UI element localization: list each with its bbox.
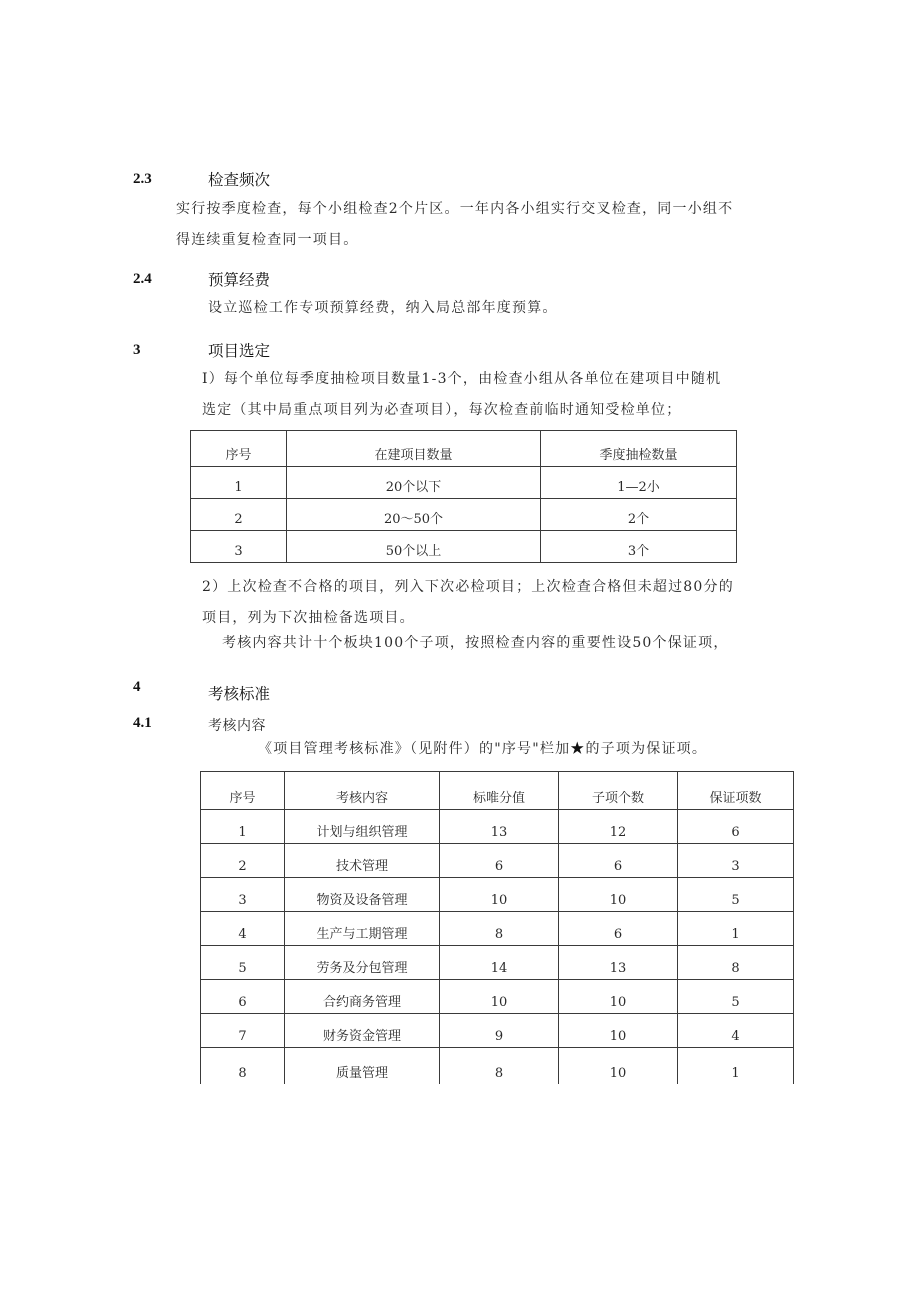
table-row [201,844,794,878]
cell-content: 合约商务管理 [285,980,440,1014]
header-cell-score: 标唯分值 [440,772,559,810]
cell-seq: 2 [201,844,285,878]
cell-guarantee: 5 [678,878,794,912]
cell-subitems: 13 [559,946,678,980]
cell-subitems: 10 [559,878,678,912]
table-row [201,810,794,844]
table-row [201,980,794,1014]
cell-seq: 8 [201,1048,285,1085]
cell-content: 生产与工期管理 [285,912,440,946]
cell-subitems: 6 [559,912,678,946]
paragraph-selection-rule-1 [202,364,721,426]
cell-seq: 3 [191,531,287,563]
cell-guarantee: 8 [678,946,794,980]
cell-project-count: 20个以下 [287,467,541,499]
text-line: 选定（其中局重点项目列为必查项目），每次检查前临时通知受检单位； [202,402,682,418]
cell-score: 10 [440,878,559,912]
section-number-4: 4 [133,679,141,695]
section-number-4-1: 4.1 [133,715,152,731]
cell-subitems: 10 [559,1048,678,1085]
table-row [201,946,794,980]
cell-content: 劳务及分包管理 [285,946,440,980]
star-icon: ★ [570,741,586,757]
text-line: 项目，列为下次抽检备选项目。 [202,610,415,626]
cell-content: 质量管理 [285,1048,440,1085]
table-row [201,878,794,912]
table-row [201,1014,794,1048]
cell-subitems: 12 [559,810,678,844]
table-row [191,467,737,499]
section-number-3: 3 [133,342,141,358]
cell-quarterly-sampling: 1—2小 [541,467,737,499]
header-cell-quarterly-sampling: 季度抽检数量 [541,431,737,467]
cell-guarantee: 4 [678,1014,794,1048]
cell-guarantee: 6 [678,810,794,844]
paragraph-assessment-summary: 考核内容共计十个板块100个子项，按照检查内容的重要性设50个保证项， [222,635,729,651]
header-cell-subitems: 子项个数 [559,772,678,810]
paragraph-budget: 设立巡检工作专项预算经费，纳入局总部年度预算。 [208,300,558,316]
section-title-assessment-standard: 考核标准 [208,685,271,703]
paragraph-selection-rule-2 [202,572,734,634]
cell-score: 8 [440,1048,559,1085]
table-row [191,531,737,563]
cell-seq: 7 [201,1014,285,1048]
section-title-inspection-frequency: 检查频次 [208,171,271,189]
cell-seq: 1 [191,467,287,499]
section-title-project-selection: 项目选定 [208,342,271,360]
table-row [191,499,737,531]
cell-content: 财务资金管理 [285,1014,440,1048]
cell-score: 13 [440,810,559,844]
cell-project-count: 50个以上 [287,531,541,563]
header-cell-guarantee: 保证项数 [678,772,794,810]
note-text-after-star: 的子项为保证项。 [585,741,708,757]
cell-seq: 6 [201,980,285,1014]
cell-guarantee: 3 [678,844,794,878]
cell-seq: 5 [201,946,285,980]
cell-score: 8 [440,912,559,946]
cell-guarantee: 1 [678,1048,794,1085]
table-row [201,1048,794,1085]
table-row [201,912,794,946]
paragraph-inspection-frequency [176,194,733,256]
section-number-2-4: 2.4 [133,271,152,287]
cell-quarterly-sampling: 3个 [541,531,737,563]
cell-score: 14 [440,946,559,980]
cell-content: 计划与组织管理 [285,810,440,844]
cell-seq: 2 [191,499,287,531]
header-cell-seq: 序号 [191,431,287,467]
cell-subitems: 6 [559,844,678,878]
header-cell-project-count: 在建项目数量 [287,431,541,467]
text-line: I）每个单位每季度抽检项目数量1-3个，由检查小组从各单位在建项目中随机 [202,371,722,387]
cell-content: 技术管理 [285,844,440,878]
cell-score: 6 [440,844,559,878]
sampling-quantity-table [190,430,737,563]
cell-guarantee: 1 [678,912,794,946]
cell-score: 10 [440,980,559,1014]
cell-content: 物资及设备管理 [285,878,440,912]
text-line: 2）上次检查不合格的项目，列入下次必检项目；上次检查合格但未超过80分的 [202,579,734,595]
cell-subitems: 10 [559,1014,678,1048]
cell-score: 9 [440,1014,559,1048]
section-title-assessment-content: 考核内容 [208,718,266,734]
cell-seq: 4 [201,912,285,946]
cell-subitems: 10 [559,980,678,1014]
text-line: 实行按季度检查，每个小组检查2个片区。一年内各小组实行交叉检查，同一小组不 [176,201,734,217]
cell-seq: 1 [201,810,285,844]
note-text-before-star: 《项目管理考核标准》（见附件）的"序号"栏加 [258,741,571,757]
cell-seq: 3 [201,878,285,912]
cell-guarantee: 5 [678,980,794,1014]
section-number-2-3: 2.3 [133,171,152,187]
text-line: 得连续重复检查同一项目。 [176,232,359,248]
table-header-row [191,431,737,467]
paragraph-guarantee-note [258,734,707,765]
header-cell-content: 考核内容 [285,772,440,810]
header-cell-seq: 序号 [201,772,285,810]
table-header-row [201,772,794,810]
cell-project-count: 20～50个 [287,499,541,531]
cell-quarterly-sampling: 2个 [541,499,737,531]
assessment-content-table [200,771,794,1084]
section-title-budget: 预算经费 [208,271,271,289]
